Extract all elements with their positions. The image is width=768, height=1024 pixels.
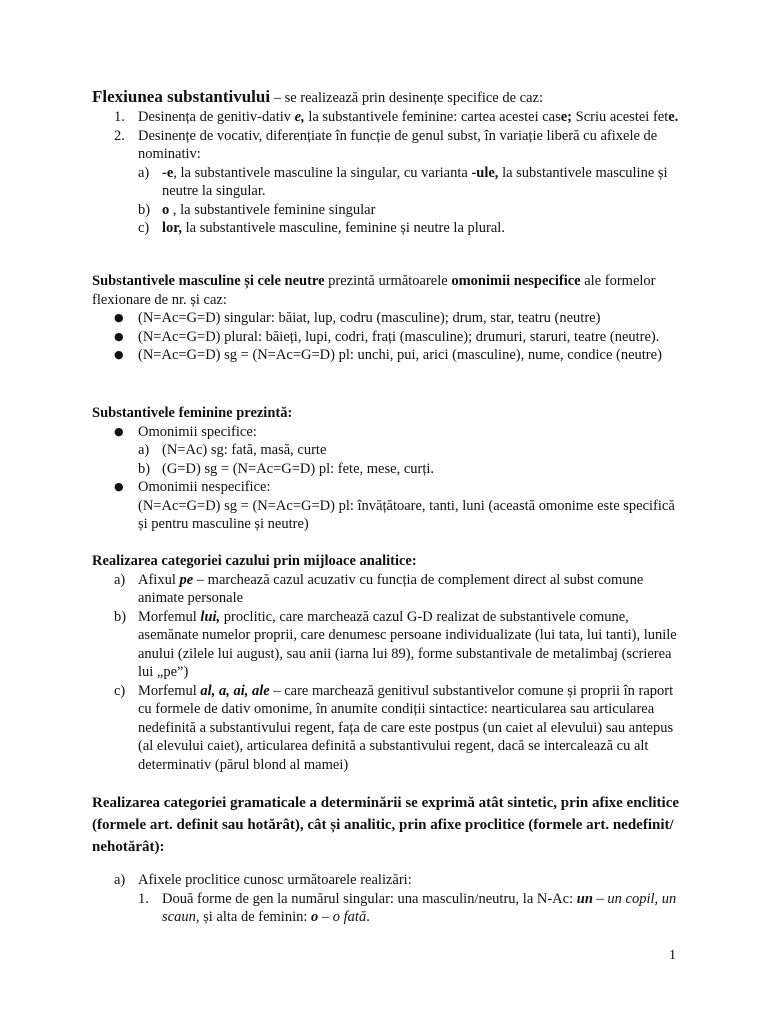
bullet-item: ● (N=Ac=G=D) singular: băiat, lup, codru (masculine); drum, star, teatru (neutre) xyxy=(114,310,601,326)
sub-item: b) (G=D) sg = (N=Ac=G=D) pl: fete, mese, curți. xyxy=(138,460,435,477)
list-item: c) Morfemul al, a, ai, ale – care marchează genitivul substantivelor comune și proprii în raport cu formele de dativ omonime, în anumite condiții sintactice: nearticularea sau articularea nedefinită a substantivului regent, fața de care este postpus (un caiet al elevului) sau antepus (al elevului caiet), articularea definită a substantivului regent, dacă se intercalează cu alt determinativ (părul blond al mamei) xyxy=(114,682,674,773)
list-marker: 2. xyxy=(114,127,125,144)
sub-item: b) o , la substantivele feminine singular xyxy=(138,201,376,218)
page-title: Flexiunea substantivului xyxy=(92,87,271,106)
analytic-case-section xyxy=(92,552,682,774)
title-rest: – se realizează prin desinențe specifice de caz: xyxy=(270,90,544,106)
list-item: a) Afixul pe – marchează cazul acuzativ cu funcția de complement direct al subst comune animate personale xyxy=(114,571,644,606)
proclitic-list xyxy=(92,871,682,927)
bullet-icon: ● xyxy=(114,329,124,343)
sub-item: a) -e, la substantivele masculine la singular, cu varianta -ule, la substantivele masculine și neutre la singular. xyxy=(138,164,668,199)
bullet-icon: ● xyxy=(114,311,124,324)
list-item xyxy=(114,127,684,238)
list-item: a) Afixele proclitice cunosc următoarele realizări: 1. Două forme de gen la numărul singular: una masculin/neutru, la N-Ac: un – un copil, un scaun, și alta de feminin: o – o fată. xyxy=(114,871,682,927)
section-intro: Substantivele masculine și cele neutre prezintă următoarele omonimii nespecifice ale formelor flexionare de nr. și caz: xyxy=(92,273,656,308)
sub-item: c) lor, la substantivele masculine, feminine și neutre la plural. xyxy=(138,220,505,236)
title-line xyxy=(92,88,682,108)
sub-item: 1. Două forme de gen la numărul singular: una masculin/neutru, la N-Ac: un – un copil, un scaun, și alta de feminin: o – o fată. xyxy=(138,890,677,925)
section-heading: Realizarea categoriei gramaticale a determinării se exprimă atât sintetic, prin afixe enclitice (formele art. definit sau hotărât), cât și analitic, prin afixe proclitice (formele art. nedefinit/ nehotărât): xyxy=(92,795,680,855)
page-number: 1 xyxy=(669,948,676,963)
section-heading: Substantivele feminine prezintă: xyxy=(92,405,293,421)
bullet-icon: ● xyxy=(114,348,124,361)
list-item: b) Morfemul lui, proclitic, care marchează cazul G-D realizat de substantivele comune, asemănate numelor proprii, care denumesc persoane individualizate (lui tata, lui tanti), lunile anului (zilele lui august), sau anii (iarna lui 89), forme substantivale de metalimbaj (scrierea lui „pe”) xyxy=(114,608,677,680)
list-item: 1. Desinența de genitiv-dativ e, la substantivele feminine: cartea acestei case; Scriu acestei fete. xyxy=(114,109,679,125)
bullet-icon: ● xyxy=(114,480,124,493)
determination-section xyxy=(92,792,682,858)
list-text: Desinențe de vocativ, diferențiate în funcție de genul subst, în variație liberă cu afixele de nominativ: xyxy=(138,127,658,162)
feminine-section xyxy=(92,404,682,534)
section-heading: Realizarea categoriei cazului prin mijloace analitice: xyxy=(92,553,417,569)
bullet-item: ● (N=Ac=G=D) plural: băieți, lupi, codri, frați (masculine); drumuri, staruri, teatre (neutre). xyxy=(114,328,660,345)
sub-item: a) (N=Ac) sg: fată, masă, curte xyxy=(138,442,327,458)
masculine-neutral-section xyxy=(92,272,682,365)
case-desinence-list xyxy=(114,108,684,238)
bullet-item: ● Omonimii specifice: a) (N=Ac) sg: fată, masă, curte b) (G=D) sg = (N=Ac=G=D) pl: fete, mese, curți. xyxy=(114,423,682,479)
bullet-icon: ● xyxy=(114,424,124,438)
bullet-item: ● (N=Ac=G=D) sg = (N=Ac=G=D) pl: unchi, pui, arici (masculine), nume, condice (neutre) xyxy=(114,347,662,363)
list-marker: 1. xyxy=(114,109,125,125)
bullet-item: ● Omonimii nespecifice: (N=Ac=G=D) sg = (N=Ac=G=D) pl: învățătoare, tanti, luni (această omonime este specifică și pentru masculine și neutre) xyxy=(114,479,675,532)
